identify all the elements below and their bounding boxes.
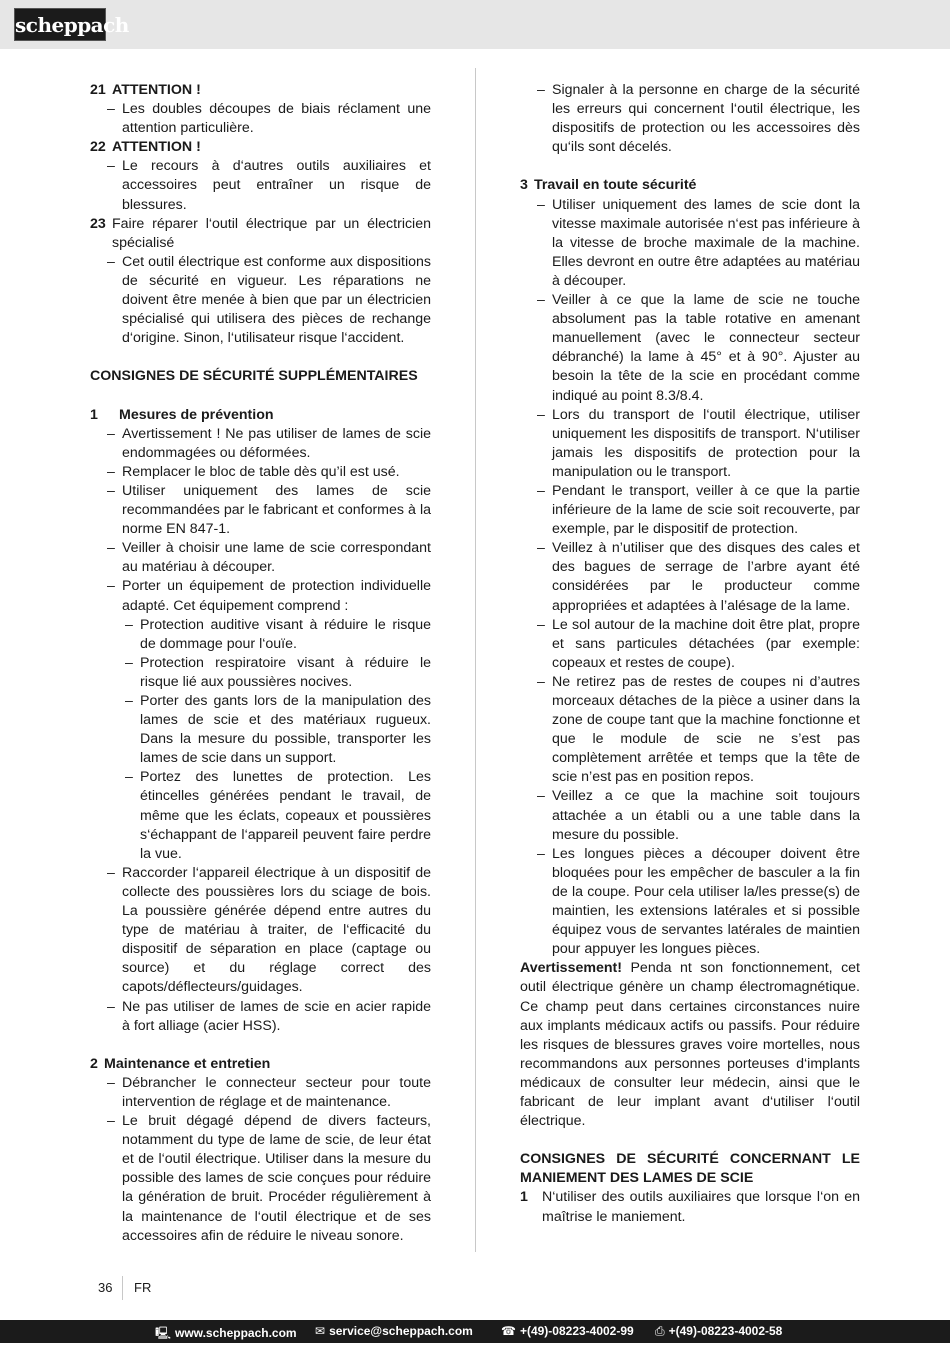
item-title: Faire réparer l‘outil électrique par un électricien spécialisé [112, 215, 431, 251]
list-item: – Les longues pièces a découper doivent être bloquées pour les empêcher de basculer a la fin de la coupe. Pour cela utiliser la/les presse(s) de maintien, les extensions latérales et si possible équipez vous de servantes latérales de maintien pour appuyer les longues pièces. [537, 845, 860, 958]
contact-bar [0, 1320, 950, 1343]
list-item: – Signaler à la personne en charge de la sécurité les erreurs qui concernent l‘outil électrique, les dispositifs de protection ou les accessoires dès qu‘ils sont décelés. [537, 82, 860, 156]
list-item: – Veiller à choisir une lame de scie correspondant au matériau à découper. [107, 540, 431, 576]
list-item: – Ne retirez pas de restes de coupes ni d’autres morceaux détaches de la pièce a usiner dans la zone de coupe tant que la machine fonctionne et que le module de scie ne s’est pas complètement arrêtée et temps que la tête de scie n’est pas en position repos. [537, 673, 860, 786]
section-heading: CONSIGNES DE SÉCURITÉ SUPPLÉMENTAIRES [90, 368, 418, 385]
page-number: 36 [98, 1280, 113, 1295]
list-item: – Cet outil électrique est conforme aux dispositions de sécurité en vigueur. Les réparations ne doivent être menée à bien que par un électricien spécialisé qui utilisera des pièces de rechange d‘origine. Sinon, l‘utilisateur risque l‘accident. [107, 253, 431, 347]
item-number: 23 [90, 215, 106, 232]
attention-21 [90, 81, 431, 100]
website-link[interactable]: 🖳 www.scheppach.com [155, 1326, 297, 1340]
list-item: – Veiller à ce que la lame de scie ne touche absolument pas la table rotative en amenant manuellement (avec le connecteur secteur débranché) la lame à 45° et à 90°. Ajuster au besoin la tête de la scie en procédant comme indiqué au point 8.3/8.4. [537, 292, 860, 404]
list-item: – Raccorder l‘appareil électrique à un dispositif de collecte des poussières lors du sciage de bois. La poussière générée dépend entre autres du type de matériau à traiter, de l‘efficacité du dispositif de séparation en place (captage ou source) et du réglage correct des capots/déflecteurs/guidages. [107, 864, 431, 996]
warning-label: Avertissement! [520, 960, 622, 977]
list-item: – Ne pas utiliser de lames de scie en acier rapide à fort alliage (acier HSS). [107, 998, 431, 1034]
sub-list-item: – Portez des lunettes de protection. Les étincelles générées pendant le travail, de même que les éclats, copeaux et poussières s‘échappant de l‘appareil peuvent faire perdre la vue. [125, 769, 431, 862]
list-item: – Veillez à n’utiliser que des disques des cales et des bagues de serrage de l’arbre ayant été considérées par le producteur comme appropriées et adaptées à l’alésage de la lame. [537, 540, 860, 614]
left-column [90, 81, 431, 1246]
list-item: – Pendant le transport, veiller à ce que la partie inférieure de la lame de scie soit recouverte, par exemple, par le dispositif de protection. [537, 482, 860, 538]
list-item: – Le sol autour de la machine doit être plat, propre et sans particules détachées (par exemple: copeaux et restes de coupe). [537, 616, 860, 671]
list-item: – Lors du transport de l‘outil électrique, utiliser uniquement les dispositifs de transport. N‘utiliser jamais les dispositifs de protection pour la manipulation ou le transport. [537, 406, 860, 480]
list-item: – Débrancher le connecteur secteur pour toute intervention de réglage et de maintenance. [107, 1074, 431, 1110]
header-bar [0, 0, 950, 49]
attention-22 [90, 138, 431, 157]
list-item: – Remplacer le bloc de table dès qu’il est usé. [107, 463, 400, 480]
section-heading: CONSIGNES DE SÉCURITÉ CONCERNANT LE MANIEMENT DES LAMES DE SCIE [520, 1151, 860, 1187]
computer-icon: 🖳 [155, 1326, 172, 1340]
right-column [520, 81, 860, 1227]
brand-logo[interactable]: scheppach [14, 8, 106, 41]
list-item: – Le bruit dégagé dépend de divers facteurs, notamment du type de lame de scie, de leur état et de l‘outil électrique. Utiliser dans la mesure du possible des lames de scie conçues pour réduire la génération de bruit. Procéder régulièrement à la maintenance de l‘outil électrique et de ses accessoires afin de réduire le niveau sonore. [107, 1113, 431, 1244]
list-item: – Avertissement ! Ne pas utiliser de lames de scie endommagées ou déformées. [107, 425, 431, 461]
sub-list-item: – Porter des gants lors de la manipulation des lames de scie et des matériaux rugueux. Dans la mesure du possible, transporter les lames de scie dans un support. [125, 693, 431, 767]
language-code: FR [134, 1280, 152, 1295]
blade-item-1: 1 N‘utiliser des outils auxiliaires que lorsque l‘on en maîtrise le maniement. [520, 1189, 860, 1225]
fax-icon: ⎙ [655, 1324, 665, 1338]
list-item: – Porter un équipement de protection individuelle adapté. Cet équipement comprend : [107, 578, 431, 614]
sub-list-item: – Protection auditive visant à réduire le risque de dommage pour l‘ouïe. [125, 616, 431, 652]
item-number: 21 [90, 82, 106, 98]
section-2-title: 2 Maintenance et entretien [90, 1055, 271, 1072]
column-divider [475, 68, 476, 1252]
fax-number[interactable]: ⎙ +(49)-08223-4002-58 [655, 1324, 783, 1338]
list-item: – Les doubles découpes de biais réclament une attention particulière. [107, 101, 431, 137]
warning-paragraph [520, 959, 860, 1131]
list-item: – Utiliser uniquement des lames de scie dont la vitesse maximale autorisée n‘est pas inférieure à la vitesse de broche maximale de la machine. Elles devront en outre être adaptées au matériau à découper. [537, 196, 860, 289]
list-item: – Veillez a ce que la machine soit toujours attachée a un établi ou a une table dans la mesure du possible. [537, 788, 860, 843]
phone-icon: ☎ [501, 1324, 516, 1338]
item-number: 22 [90, 139, 106, 156]
warning-text: Penda nt son fonctionnement, cet outil électrique génère un champ électromagnétique. Ce champ peut dans certaines circonstances nuire aux implants médicaux actifs ou passifs. Pour réduire les risques de blessures graves voire mortelles, nous recommandons aux personnes porteuses d‘implants médicaux de consulter leur médecin, ainsi que le fabricant de leur implant avant d‘utiliser l‘outil électrique. [520, 960, 860, 1130]
list-item: – Le recours à d‘autres outils auxiliaires et accessoires peut entraîner un risque de blessures. [107, 158, 431, 213]
footer-divider [122, 1276, 123, 1300]
list-item: – Utiliser uniquement des lames de scie recommandées par le fabricant et conformes à la norme EN 847-1. [107, 482, 431, 538]
section-1-title: 1 Mesures de prévention [90, 406, 274, 423]
item-title: ATTENTION ! [112, 139, 201, 156]
envelope-icon: ✉ [315, 1324, 326, 1338]
section-3-title: 3 Travail en toute sécurité [520, 177, 697, 194]
item-title: ATTENTION ! [112, 82, 201, 98]
repair-item-23 [90, 215, 431, 253]
phone-number[interactable]: ☎ +(49)-08223-4002-99 [501, 1324, 634, 1338]
email-link[interactable]: ✉ service@scheppach.com [315, 1324, 473, 1338]
sub-list-item: – Protection respiratoire visant à réduire le risque lié aux poussières nocives. [125, 654, 431, 690]
